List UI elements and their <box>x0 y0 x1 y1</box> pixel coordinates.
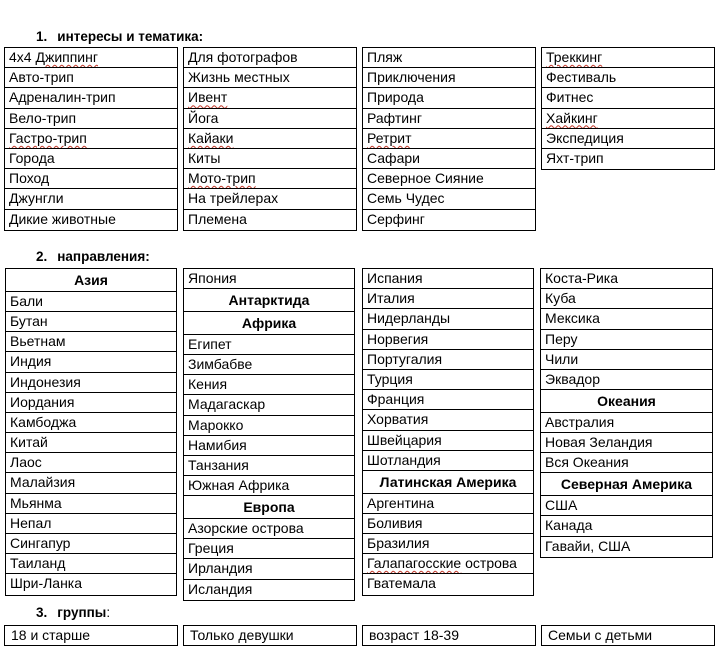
section-1-number: 1. <box>36 29 48 44</box>
destination-cell: Малайзия <box>6 473 176 493</box>
destination-cell: Шри-Ланка <box>10 575 83 592</box>
destination-cell: Греция <box>184 539 354 559</box>
destination-cell: Южная Африка <box>184 476 354 496</box>
interests-column-4 <box>541 47 715 170</box>
interest-cell: Яхт-трип <box>546 149 604 166</box>
group-item-4: Семьи с детьми <box>541 625 715 646</box>
interest-cell: На трейлерах <box>184 189 356 209</box>
destination-cell: Намибия <box>184 436 354 456</box>
interest-cell: Йога <box>184 109 356 129</box>
interest-cell: Мото-трип <box>184 169 356 189</box>
destination-cell: Иордания <box>6 393 176 413</box>
destination-cell: Куба <box>541 289 712 309</box>
interest-cell: Северное Сияние <box>363 169 535 189</box>
interests-column-2 <box>183 47 357 231</box>
destination-cell: Мьянма <box>6 494 176 514</box>
destination-cell: Вьетнам <box>6 332 176 352</box>
region-header: Океания <box>541 390 712 413</box>
destination-cell: Португалия <box>363 350 533 370</box>
destination-cell: Коста-Рика <box>541 269 712 289</box>
destination-cell: Мексика <box>541 309 712 329</box>
destination-cell: Индонезия <box>6 373 176 393</box>
group-item-2: Только девушки <box>183 625 357 646</box>
destination-cell: Испания <box>363 269 533 289</box>
destination-cell: США <box>541 496 712 516</box>
destination-cell: Непал <box>6 514 176 534</box>
interest-cell: Природа <box>363 88 535 108</box>
interest-cell: Рафтинг <box>363 109 535 129</box>
destination-cell: Зимбабве <box>184 355 354 375</box>
destination-cell: Сингапур <box>6 534 176 554</box>
section-3-number: 3. <box>36 605 48 620</box>
interest-cell: Фестиваль <box>542 68 714 88</box>
interest-cell: Города <box>5 149 177 169</box>
interest-cell: Поход <box>5 169 177 189</box>
section-1-heading <box>36 29 203 45</box>
destination-cell: Эквадор <box>541 370 712 390</box>
region-header: Латинская Америка <box>363 471 533 494</box>
section-2-heading <box>36 249 150 265</box>
destination-cell: Канада <box>541 516 712 536</box>
destination-cell: Азорские острова <box>184 519 354 539</box>
destination-cell: Нидерланды <box>363 309 533 329</box>
interest-cell: 4x4 Джиппинг <box>5 48 177 68</box>
destinations-column-3 <box>362 268 534 596</box>
interest-cell: Ивент <box>184 88 356 108</box>
destination-cell: Швейцария <box>363 431 533 451</box>
destinations-column-4 <box>540 268 713 558</box>
destination-cell: Ирландия <box>184 559 354 579</box>
destination-cell: Турция <box>363 370 533 390</box>
destination-cell: Италия <box>363 289 533 309</box>
destination-cell: Египет <box>184 335 354 355</box>
destination-cell: Новая Зеландия <box>541 433 712 453</box>
section-1-title: интересы и тематика: <box>57 29 204 44</box>
interest-cell: Вело-трип <box>5 109 177 129</box>
group-item-1: 18 и старше <box>4 625 178 646</box>
interest-cell: Кайаки <box>184 129 356 149</box>
interests-column-3 <box>362 47 536 231</box>
section-3-heading <box>36 605 110 621</box>
interest-cell: Джунгли <box>5 189 177 209</box>
destination-cell: Камбоджа <box>6 413 176 433</box>
group-item-3: возраст 18-39 <box>362 625 536 646</box>
destination-cell: Индия <box>6 352 176 372</box>
region-header: Азия <box>6 269 176 292</box>
interest-cell: Адреналин-трип <box>5 88 177 108</box>
interest-cell: Семь Чудес <box>363 189 535 209</box>
interest-cell: Авто-трип <box>5 68 177 88</box>
interest-cell: Киты <box>184 149 356 169</box>
destination-cell: Галапагосские острова <box>363 554 533 574</box>
region-header: Африка <box>184 312 354 335</box>
destination-cell: Австралия <box>541 413 712 433</box>
destination-cell: Китай <box>6 433 176 453</box>
destination-cell: Бразилия <box>363 534 533 554</box>
interest-cell: Треккинг <box>542 48 714 68</box>
destination-cell: Шотландия <box>363 451 533 471</box>
destination-cell: Бали <box>6 292 176 312</box>
destination-cell: Лаос <box>6 453 176 473</box>
destination-cell: Норвегия <box>363 330 533 350</box>
section-3-title: группы <box>57 605 107 620</box>
interest-cell: Пляж <box>363 48 535 68</box>
destination-cell: Хорватия <box>363 410 533 430</box>
interests-column-1 <box>4 47 178 231</box>
destination-cell: Перу <box>541 330 712 350</box>
interest-cell: Приключения <box>363 68 535 88</box>
destination-cell: Боливия <box>363 514 533 534</box>
interest-cell: Дикие животные <box>9 210 116 227</box>
section-2-title: направления: <box>57 249 150 264</box>
interest-cell: Фитнес <box>542 88 714 108</box>
interest-cell: Ретрит <box>363 129 535 149</box>
region-header: Антарктида <box>184 289 354 312</box>
destination-cell: Марокко <box>184 416 354 436</box>
destination-cell: Кения <box>184 375 354 395</box>
destination-cell: Танзания <box>184 456 354 476</box>
destination-cell: Гватемала <box>367 575 436 592</box>
destination-cell: Исландия <box>188 580 253 597</box>
interest-cell: Гастро-трип <box>5 129 177 149</box>
destination-cell: Франция <box>363 390 533 410</box>
region-header: Европа <box>184 496 354 519</box>
destination-cell: Чили <box>541 350 712 370</box>
section-2-number: 2. <box>36 249 48 264</box>
destination-cell: Вся Океания <box>541 453 712 473</box>
interest-cell: Экспедиция <box>542 129 714 149</box>
section-3-title-suffix: : <box>106 605 111 620</box>
interest-cell: Хайкинг <box>542 109 714 129</box>
destination-cell: Бутан <box>6 312 176 332</box>
interest-cell: Жизнь местных <box>184 68 356 88</box>
destinations-column-1 <box>5 268 177 596</box>
destination-cell: Гавайи, США <box>545 537 631 554</box>
region-header: Северная Америка <box>541 473 712 496</box>
destination-cell: Мадагаскар <box>184 395 354 415</box>
destination-cell: Аргентина <box>363 494 533 514</box>
interest-cell: Сафари <box>363 149 535 169</box>
interest-cell: Для фотографов <box>184 48 356 68</box>
interest-cell: Племена <box>188 210 247 227</box>
destination-cell: Таиланд <box>6 554 176 574</box>
destinations-column-2 <box>183 268 355 601</box>
destination-cell: Япония <box>184 269 354 289</box>
interest-cell: Серфинг <box>367 210 425 227</box>
